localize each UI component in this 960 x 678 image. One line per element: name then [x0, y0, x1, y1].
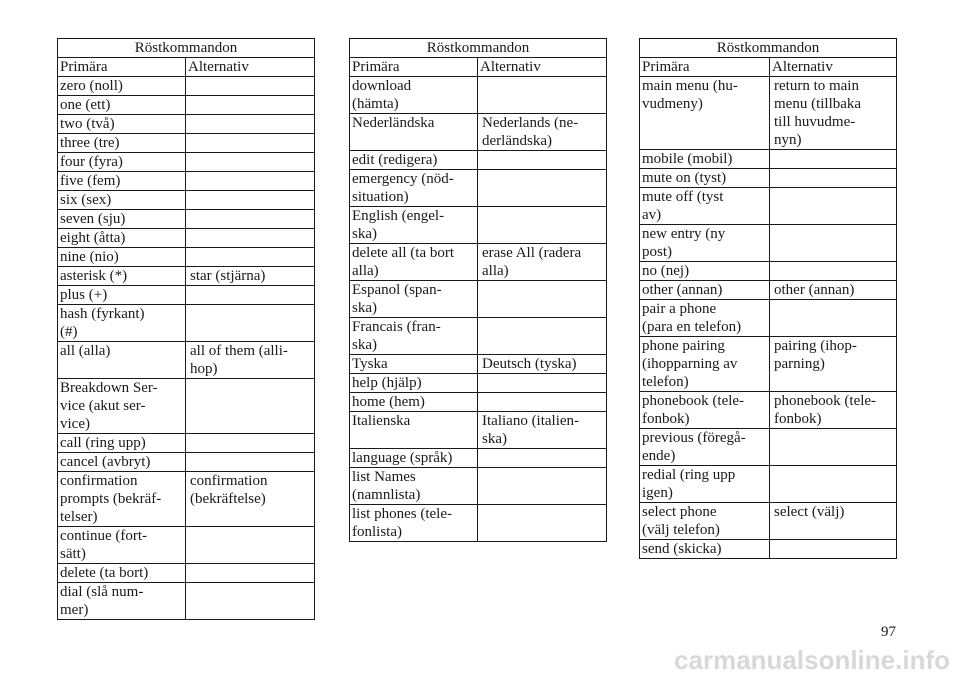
- alternative-command-cell: [186, 172, 315, 191]
- voice-commands-table-1: [57, 38, 315, 620]
- primary-command-cell: Espanol (span- ska): [350, 281, 478, 318]
- alternative-command-cell: all of them (alli- hop): [186, 342, 315, 379]
- alternative-command-cell: [186, 77, 315, 96]
- alternative-command-cell: [186, 286, 315, 305]
- primary-command-cell: nine (nio): [58, 248, 186, 267]
- voice-commands-table-2: [349, 38, 607, 542]
- primary-command-cell: three (tre): [58, 134, 186, 153]
- alternative-command-cell: [478, 393, 607, 412]
- table-row: [350, 114, 607, 151]
- alternative-command-cell: [770, 429, 897, 466]
- alternative-command-cell: [186, 527, 315, 564]
- table-row: [350, 281, 607, 318]
- alternative-command-cell: [478, 170, 607, 207]
- table-row: [640, 466, 897, 503]
- table-row: [58, 583, 315, 620]
- primary-command-cell: download (hämta): [350, 77, 478, 114]
- primary-command-cell: plus (+): [58, 286, 186, 305]
- primary-command-cell: dial (slå num- mer): [58, 583, 186, 620]
- table-header-row: [640, 58, 897, 77]
- primary-command-cell: cancel (avbryt): [58, 453, 186, 472]
- table-row: [58, 229, 315, 248]
- primary-command-cell: confirmation prompts (bekräf- telser): [58, 472, 186, 527]
- column-header-primary: Primära: [58, 58, 186, 77]
- table-row: [58, 210, 315, 229]
- table-row: [350, 318, 607, 355]
- primary-command-cell: new entry (ny post): [640, 225, 770, 262]
- primary-command-cell: one (ett): [58, 96, 186, 115]
- alternative-command-cell: [770, 188, 897, 225]
- primary-command-cell: edit (redigera): [350, 151, 478, 170]
- table-row: [350, 412, 607, 449]
- primary-command-cell: list Names (namnlista): [350, 468, 478, 505]
- primary-command-cell: delete all (ta bort alla): [350, 244, 478, 281]
- table-row: [58, 191, 315, 210]
- table-row: [58, 134, 315, 153]
- alternative-command-cell: [186, 115, 315, 134]
- table-row: [350, 393, 607, 412]
- table-row: [640, 429, 897, 466]
- primary-command-cell: delete (ta bort): [58, 564, 186, 583]
- primary-command-cell: main menu (hu- vudmeny): [640, 77, 770, 150]
- alternative-command-cell: other (annan): [770, 281, 897, 300]
- table-row: [640, 300, 897, 337]
- alternative-command-cell: [186, 210, 315, 229]
- primary-command-cell: Breakdown Ser- vice (akut ser- vice): [58, 379, 186, 434]
- primary-command-cell: phonebook (tele- fonbok): [640, 392, 770, 429]
- table-row: [350, 355, 607, 374]
- alternative-command-cell: [770, 169, 897, 188]
- table-row: [640, 225, 897, 262]
- alternative-command-cell: [478, 281, 607, 318]
- alternative-command-cell: [186, 583, 315, 620]
- primary-command-cell: English (engel- ska): [350, 207, 478, 244]
- table-row: [640, 150, 897, 169]
- alternative-command-cell: [770, 225, 897, 262]
- alternative-command-cell: [478, 468, 607, 505]
- primary-command-cell: redial (ring upp igen): [640, 466, 770, 503]
- table-row: [350, 207, 607, 244]
- table-row: [58, 286, 315, 305]
- primary-command-cell: help (hjälp): [350, 374, 478, 393]
- primary-command-cell: Francais (fran- ska): [350, 318, 478, 355]
- primary-command-cell: hash (fyrkant) (#): [58, 305, 186, 342]
- table-row: [58, 153, 315, 172]
- alternative-command-cell: [186, 153, 315, 172]
- table-row: [350, 374, 607, 393]
- table-row: [58, 248, 315, 267]
- column-header-primary: Primära: [640, 58, 770, 77]
- table-row: [350, 449, 607, 468]
- primary-command-cell: language (språk): [350, 449, 478, 468]
- table-row: [58, 342, 315, 379]
- alternative-command-cell: [770, 262, 897, 281]
- alternative-command-cell: return to main menu (tillbaka till huvudme- nyn): [770, 77, 897, 150]
- primary-command-cell: six (sex): [58, 191, 186, 210]
- table-title: Röstkommandon: [640, 39, 897, 58]
- alternative-command-cell: [770, 466, 897, 503]
- primary-command-cell: previous (föregå- ende): [640, 429, 770, 466]
- column-header-primary: Primära: [350, 58, 478, 77]
- primary-command-cell: emergency (nöd- situation): [350, 170, 478, 207]
- table-row: [58, 267, 315, 286]
- voice-commands-table-3: [639, 38, 897, 559]
- alternative-command-cell: [186, 229, 315, 248]
- table-row: [350, 244, 607, 281]
- table-row: [58, 96, 315, 115]
- primary-command-cell: mobile (mobil): [640, 150, 770, 169]
- primary-command-cell: five (fem): [58, 172, 186, 191]
- primary-command-cell: list phones (tele- fonlista): [350, 505, 478, 542]
- table-row: [640, 262, 897, 281]
- primary-command-cell: Tyska: [350, 355, 478, 374]
- primary-command-cell: send (skicka): [640, 540, 770, 559]
- alternative-command-cell: [770, 300, 897, 337]
- table-row: [58, 77, 315, 96]
- primary-command-cell: no (nej): [640, 262, 770, 281]
- table-row: [640, 337, 897, 392]
- alternative-command-cell: phonebook (tele- fonbok): [770, 392, 897, 429]
- table-row: [58, 172, 315, 191]
- primary-command-cell: zero (noll): [58, 77, 186, 96]
- primary-command-cell: seven (sju): [58, 210, 186, 229]
- alternative-command-cell: [478, 77, 607, 114]
- table-header-row: [350, 58, 607, 77]
- alternative-command-cell: [478, 374, 607, 393]
- alternative-command-cell: [478, 449, 607, 468]
- table-row: [58, 305, 315, 342]
- primary-command-cell: select phone (välj telefon): [640, 503, 770, 540]
- alternative-command-cell: [770, 540, 897, 559]
- table-row: [640, 281, 897, 300]
- primary-command-cell: continue (fort- sätt): [58, 527, 186, 564]
- alternative-command-cell: [186, 564, 315, 583]
- alternative-command-cell: erase All (radera alla): [478, 244, 607, 281]
- alternative-command-cell: [186, 96, 315, 115]
- table-row: [58, 472, 315, 527]
- alternative-command-cell: select (välj): [770, 503, 897, 540]
- page-number: 97: [881, 624, 896, 640]
- primary-command-cell: all (alla): [58, 342, 186, 379]
- primary-command-cell: two (två): [58, 115, 186, 134]
- primary-command-cell: pair a phone (para en telefon): [640, 300, 770, 337]
- alternative-command-cell: [478, 505, 607, 542]
- alternative-command-cell: star (stjärna): [186, 267, 315, 286]
- table-row: [350, 468, 607, 505]
- table-row: [640, 188, 897, 225]
- primary-command-cell: four (fyra): [58, 153, 186, 172]
- table-row: [58, 379, 315, 434]
- table-row: [640, 503, 897, 540]
- primary-command-cell: Italienska: [350, 412, 478, 449]
- alternative-command-cell: Italiano (italien- ska): [478, 412, 607, 449]
- table-row: [640, 169, 897, 188]
- table-row: [350, 505, 607, 542]
- table-row: [58, 453, 315, 472]
- table-title: Röstkommandon: [350, 39, 607, 58]
- alternative-command-cell: [186, 453, 315, 472]
- table-row: [350, 151, 607, 170]
- table-row: [640, 392, 897, 429]
- alternative-command-cell: [186, 248, 315, 267]
- table-row: [350, 170, 607, 207]
- primary-command-cell: mute off (tyst av): [640, 188, 770, 225]
- alternative-command-cell: [186, 191, 315, 210]
- primary-command-cell: Nederländska: [350, 114, 478, 151]
- table-row: [350, 77, 607, 114]
- primary-command-cell: mute on (tyst): [640, 169, 770, 188]
- alternative-command-cell: [186, 305, 315, 342]
- primary-command-cell: other (annan): [640, 281, 770, 300]
- alternative-command-cell: [186, 379, 315, 434]
- primary-command-cell: home (hem): [350, 393, 478, 412]
- watermark: carmanualsonline.info: [674, 645, 950, 675]
- table-row: [58, 527, 315, 564]
- column-header-alternative: Alternativ: [770, 58, 897, 77]
- table-row: [640, 77, 897, 150]
- alternative-command-cell: Deutsch (tyska): [478, 355, 607, 374]
- table-header-row: [58, 58, 315, 77]
- column-header-alternative: Alternativ: [478, 58, 607, 77]
- alternative-command-cell: pairing (ihop- parning): [770, 337, 897, 392]
- alternative-command-cell: [770, 150, 897, 169]
- primary-command-cell: eight (åtta): [58, 229, 186, 248]
- table-title: Röstkommandon: [58, 39, 315, 58]
- table-row: [58, 434, 315, 453]
- alternative-command-cell: [186, 134, 315, 153]
- primary-command-cell: call (ring upp): [58, 434, 186, 453]
- alternative-command-cell: [478, 318, 607, 355]
- alternative-command-cell: [478, 151, 607, 170]
- column-header-alternative: Alternativ: [186, 58, 315, 77]
- primary-command-cell: phone pairing (ihopparning av telefon): [640, 337, 770, 392]
- table-row: [58, 564, 315, 583]
- table-row: [640, 540, 897, 559]
- alternative-command-cell: [478, 207, 607, 244]
- table-row: [58, 115, 315, 134]
- primary-command-cell: asterisk (*): [58, 267, 186, 286]
- alternative-command-cell: [186, 434, 315, 453]
- alternative-command-cell: confirmation (bekräftelse): [186, 472, 315, 527]
- alternative-command-cell: Nederlands (ne- derländska): [478, 114, 607, 151]
